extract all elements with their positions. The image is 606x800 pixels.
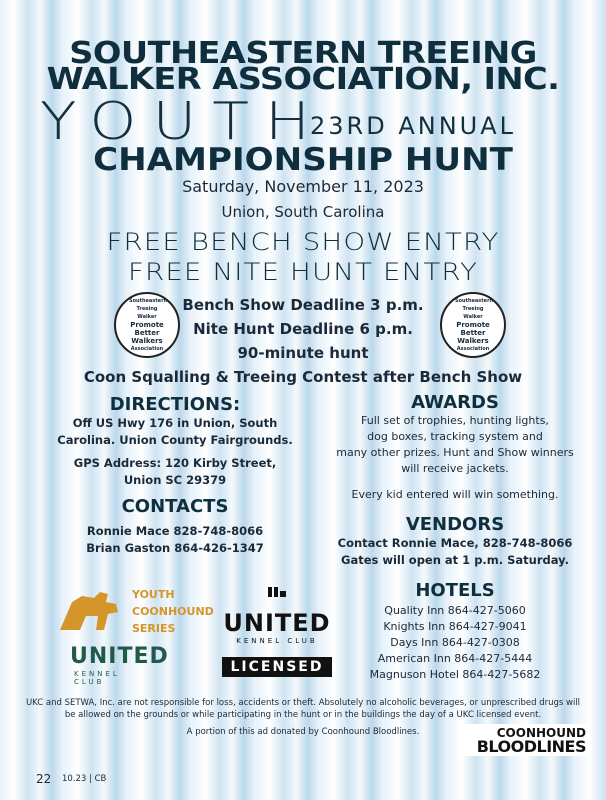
hotel-item: Magnuson Hotel 864-427-5682 xyxy=(369,668,541,681)
youth-series-text xyxy=(132,586,214,637)
seal-bottom-text: Association xyxy=(130,346,164,352)
directions-line-2: Carolina. Union County Fairgrounds. xyxy=(57,433,293,447)
donation-note: A portion of this ad donated by Coonhound Bloodlines. xyxy=(186,727,420,737)
nite-deadline: Nite Hunt Deadline 6 p.m. xyxy=(193,320,413,338)
event-date: Saturday, November 11, 2023 xyxy=(182,177,424,196)
hotel-item: Days Inn 864-427-0308 xyxy=(390,636,520,649)
seal-center-text: Promote Better Walkers xyxy=(456,321,490,345)
hotels-section xyxy=(320,580,590,683)
licensed-bar: LICENSED xyxy=(222,657,332,677)
contest-info: Coon Squalling & Treeing Contest after Bench Show xyxy=(83,368,523,386)
free-bench-entry: FREE BENCH SHOW ENTRY xyxy=(106,228,500,256)
kennel-green-text: KENNEL CLUB xyxy=(74,670,120,686)
championship-title: CHAMPIONSHIP HUNT xyxy=(93,142,513,178)
awards-line-2: dog boxes, tracking system and xyxy=(367,430,543,443)
vendors-heading: VENDORS xyxy=(405,514,505,535)
youth-series-line-2: COONHOUND xyxy=(132,605,214,618)
disclaimer-line-1: UKC and SETWA, Inc. are not responsible for loss, accidents or theft. Absolutely no alcoholic beverages, or unprescribed drugs will xyxy=(25,698,581,708)
directions-line-1: Off US Hwy 176 in Union, South xyxy=(72,416,278,430)
hunt-duration: 90-minute hunt xyxy=(237,344,369,362)
gps-line-2: Union SC 29379 xyxy=(123,473,227,487)
seal-ring-text: Southeastern Treeing Walker xyxy=(129,298,168,320)
seal-ring-text: Southeastern Treeing Walker xyxy=(455,298,494,320)
contacts-section xyxy=(40,496,310,557)
title-line-2: WALKER ASSOCIATION, INC. xyxy=(46,62,560,97)
cb-logo-line-2: BLOODLINES xyxy=(476,737,586,756)
awards-line-3: many other prizes. Hunt and Show winners xyxy=(336,446,574,459)
issue-label: 10.23 | CB xyxy=(62,774,107,784)
seal-bottom-text: Association xyxy=(456,346,490,352)
hotel-item: American Inn 864-427-5444 xyxy=(377,652,533,665)
vendors-line-1: Contact Ronnie Mace, 828-748-8066 xyxy=(337,536,573,550)
united-green-text: UNITED xyxy=(70,644,169,669)
page-number: 22 xyxy=(36,772,52,786)
ukc-kennel-text: KENNEL CLUB xyxy=(236,637,318,645)
contact-2: Brian Gaston 864-426-1347 xyxy=(86,541,264,555)
awards-line-1: Full set of trophies, hunting lights, xyxy=(361,414,549,427)
awards-line-5: Every kid entered will win something. xyxy=(351,488,559,501)
vendors-section xyxy=(320,514,590,569)
gps-line-1: GPS Address: 120 Kirby Street, xyxy=(73,456,277,470)
free-nite-entry: FREE NITE HUNT ENTRY xyxy=(127,258,478,286)
seal-center-text: Promote Better Walkers xyxy=(130,321,164,345)
hotel-item: Knights Inn 864-427-9041 xyxy=(383,620,527,633)
annual-label: 23RD ANNUAL xyxy=(310,112,517,140)
youth-title: YOUTH xyxy=(40,92,327,152)
awards-line-4: will receive jackets. xyxy=(401,462,509,475)
vendors-line-2: Gates will open at 1 p.m. Saturday. xyxy=(341,553,569,567)
youth-series-line-1: YOUTH xyxy=(132,588,175,601)
youth-series-line-3: SERIES xyxy=(132,622,176,635)
directions-heading: DIRECTIONS: xyxy=(109,394,241,415)
ukc-united-text: UNITED xyxy=(223,609,331,637)
disclaimer xyxy=(20,697,586,721)
disclaimer-line-2: be allowed on the grounds or while participating in the hunt or in the buildings the day of a UKC licensed event. xyxy=(64,710,542,720)
title-line-1: SOUTHEASTERN TREEING xyxy=(69,36,537,71)
hotels-heading: HOTELS xyxy=(415,580,495,601)
contact-1: Ronnie Mace 828-748-8066 xyxy=(86,524,264,538)
contacts-heading: CONTACTS xyxy=(121,496,229,517)
cb-logo-line-1: COONHOUND xyxy=(496,726,586,740)
directions-section xyxy=(40,394,310,489)
coonhound-bloodlines-logo xyxy=(458,724,590,756)
awards-section xyxy=(320,392,590,503)
youth-coonhound-series-logo xyxy=(56,586,214,686)
awards-heading: AWARDS xyxy=(411,392,499,413)
ukc-mark-icon xyxy=(266,585,288,599)
ukc-licensed-logo xyxy=(222,584,332,677)
event-location: Union, South Carolina xyxy=(221,203,385,221)
bench-deadline: Bench Show Deadline 3 p.m. xyxy=(182,296,424,314)
hotel-item: Quality Inn 864-427-5060 xyxy=(384,604,526,617)
hound-icon xyxy=(56,586,126,636)
